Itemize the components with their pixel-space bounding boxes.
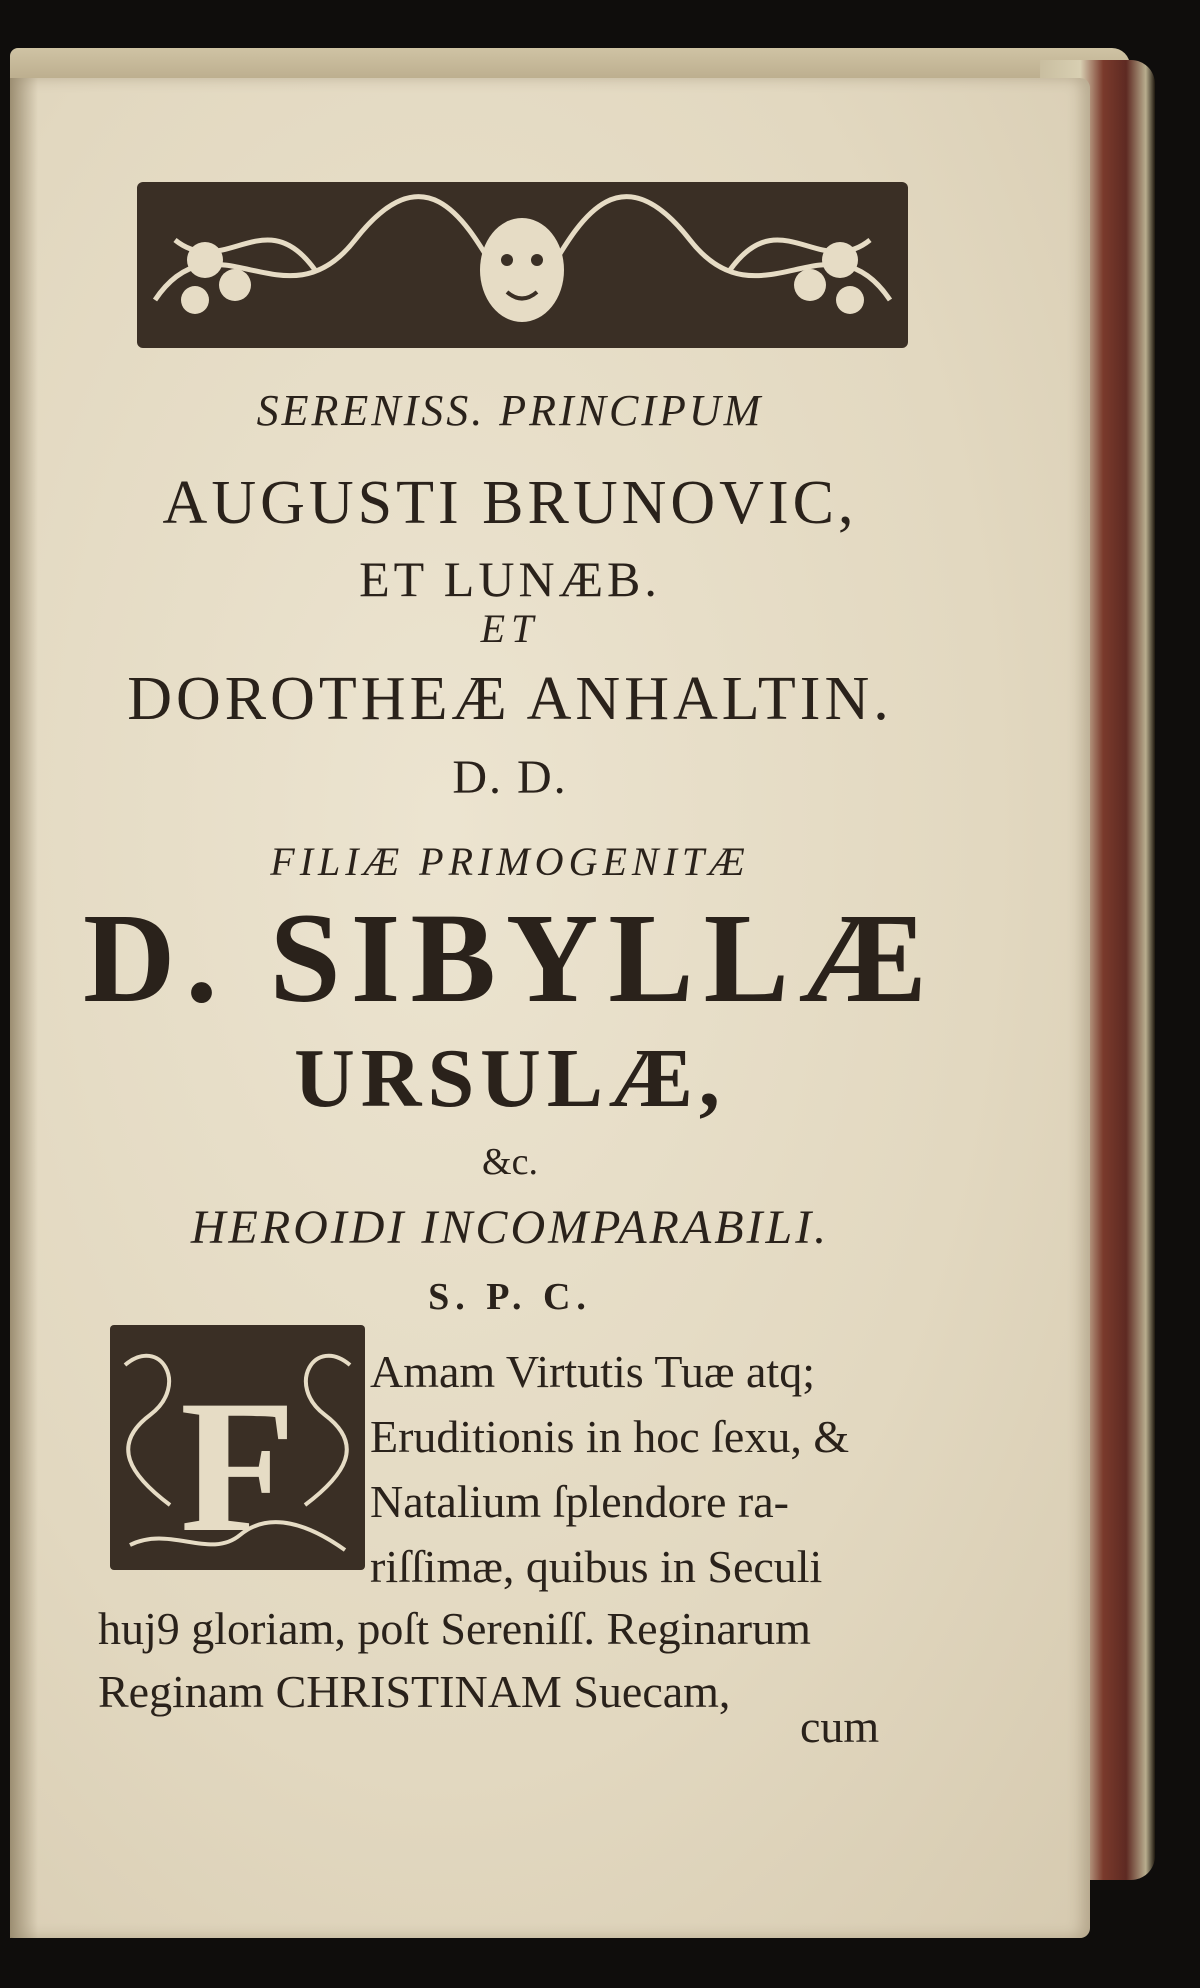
text-line-2: Eruditionis in hoc ſexu, & (370, 1411, 850, 1462)
dedication-line-3: ET LUNÆB. (359, 551, 661, 607)
catchword: cum (800, 1701, 880, 1752)
dedication-line-2: AUGUSTI BRUNOVIC, (162, 469, 858, 537)
dedicatee-surname: URSULÆ, (294, 1032, 726, 1125)
text-line-4: riſſimæ, quibus in Seculi (370, 1541, 823, 1592)
text-line-5: huj9 gloriam, poſt Sereniſſ. Reginarum (98, 1603, 811, 1654)
dedication-line-6: D. D. (452, 751, 568, 804)
svg-text:F: F (179, 1362, 297, 1570)
dedicatee-name: D. SIBYLLÆ (83, 887, 937, 1029)
dedication-line-7: FILIÆ PRIMOGENITÆ (270, 839, 750, 884)
page-gutter (10, 78, 38, 1938)
text-line-6: Reginam CHRISTINAM Suecam, (98, 1666, 731, 1717)
dedication-line-4: ET (480, 606, 540, 651)
headpiece-ornament (135, 180, 910, 350)
salutation-abbrev: S. P. C. (428, 1276, 592, 1318)
dedication-line-5: DOROTHEÆ ANHALTIN. (127, 665, 893, 733)
text-line-1: Amam Virtutis Tuæ atq; (370, 1346, 815, 1397)
dedication-line-1: SERENISS. PRINCIPUM (256, 386, 764, 435)
dedication-epithet: HEROIDI INCOMPARABILI. (190, 1201, 830, 1254)
etcetera: &c. (482, 1141, 538, 1183)
text-line-3: Natalium ſplendore ra- (370, 1476, 789, 1527)
decorated-initial (110, 1325, 365, 1570)
